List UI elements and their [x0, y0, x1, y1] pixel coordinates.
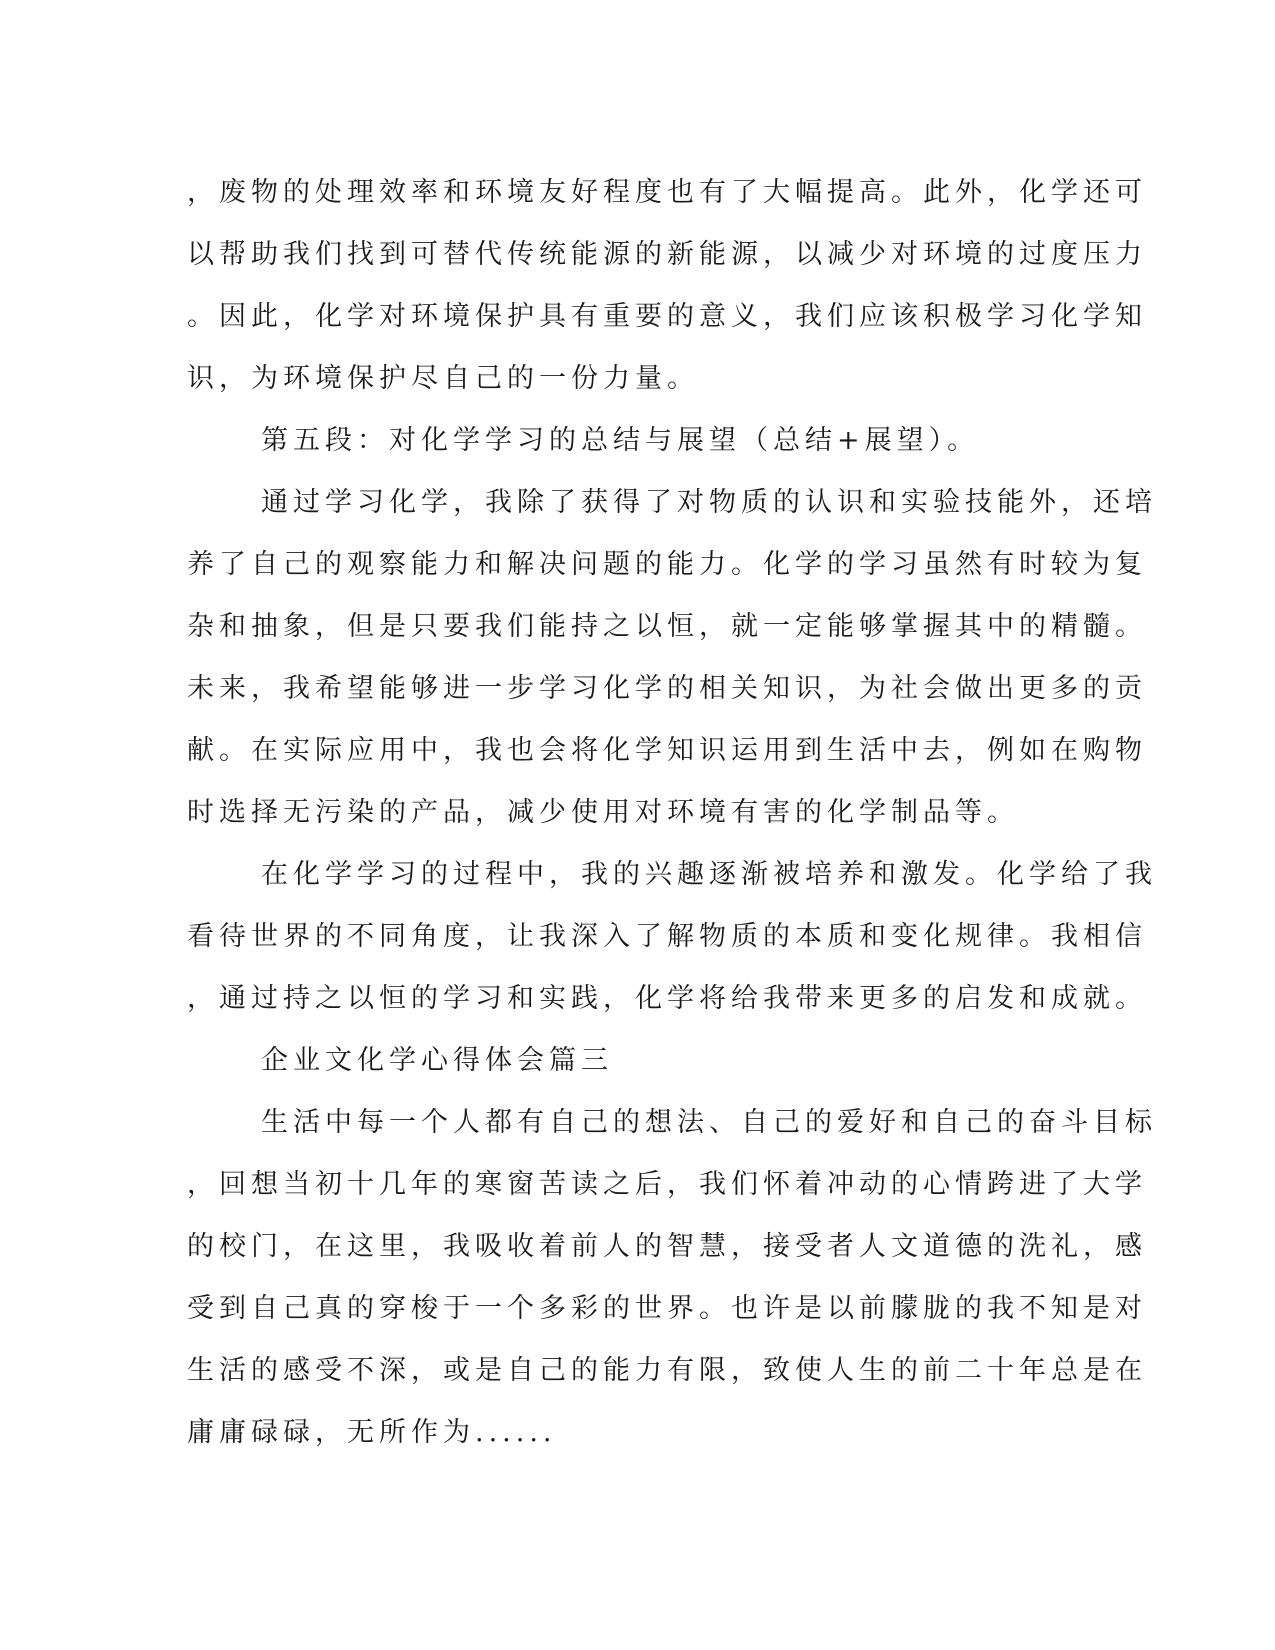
text-line-9: 未来，我希望能够进一步学习化学的相关知识，为社会做出更多的贡	[187, 673, 1147, 704]
text-line-13: 看待世界的不同角度，让我深入了解物质的本质和变化规律。我相信	[187, 921, 1147, 952]
text-line-17: ，回想当初十几年的寒窗苦读之后，我们怀着冲动的心情跨进了大学	[187, 1169, 1147, 1200]
document-body	[187, 162, 1157, 1464]
text-line-10: 献。在实际应用中，我也会将化学知识运用到生活中去，例如在购物	[187, 735, 1147, 766]
text-line-20: 生活的感受不深，或是自己的能力有限，致使人生的前二十年总是在	[187, 1355, 1147, 1386]
text-line-12: 在化学学习的过程中，我的兴趣逐渐被培养和激发。化学给了我	[261, 859, 1157, 890]
text-line-2: 以帮助我们找到可替代传统能源的新能源，以减少对环境的过度压力	[187, 239, 1147, 270]
text-line-11: 时选择无污染的产品，减少使用对环境有害的化学制品等。	[187, 797, 1019, 828]
text-line-1: ，废物的处理效率和环境友好程度也有了大幅提高。此外，化学还可	[187, 177, 1147, 208]
text-line-16: 生活中每一个人都有自己的想法、自己的爱好和自己的奋斗目标	[261, 1107, 1157, 1138]
text-line-8: 杂和抽象，但是只要我们能持之以恒，就一定能够掌握其中的精髓。	[187, 611, 1147, 642]
text-line-7: 养了自己的观察能力和解决问题的能力。化学的学习虽然有时较为复	[187, 549, 1147, 580]
text-line-18: 的校门，在这里，我吸收着前人的智慧，接受者人文道德的洗礼，感	[187, 1231, 1147, 1262]
text-line-14: ，通过持之以恒的学习和实践，化学将给我带来更多的启发和成就。	[187, 983, 1147, 1014]
text-line-21: 庸庸碌碌，无所作为......	[187, 1417, 557, 1448]
text-line-3: 。因此，化学对环境保护具有重要的意义，我们应该积极学习化学知	[187, 301, 1147, 332]
article-title: 企业文化学心得体会篇三	[261, 1045, 613, 1076]
text-line-6: 通过学习化学，我除了获得了对物质的认识和实验技能外，还培	[261, 487, 1157, 518]
section-heading-5: 第五段：对化学学习的总结与展望（总结+展望）。	[261, 425, 980, 456]
text-line-4: 识，为环境保护尽自己的一份力量。	[187, 363, 699, 394]
text-line-19: 受到自己真的穿梭于一个多彩的世界。也许是以前朦胧的我不知是对	[187, 1293, 1147, 1324]
